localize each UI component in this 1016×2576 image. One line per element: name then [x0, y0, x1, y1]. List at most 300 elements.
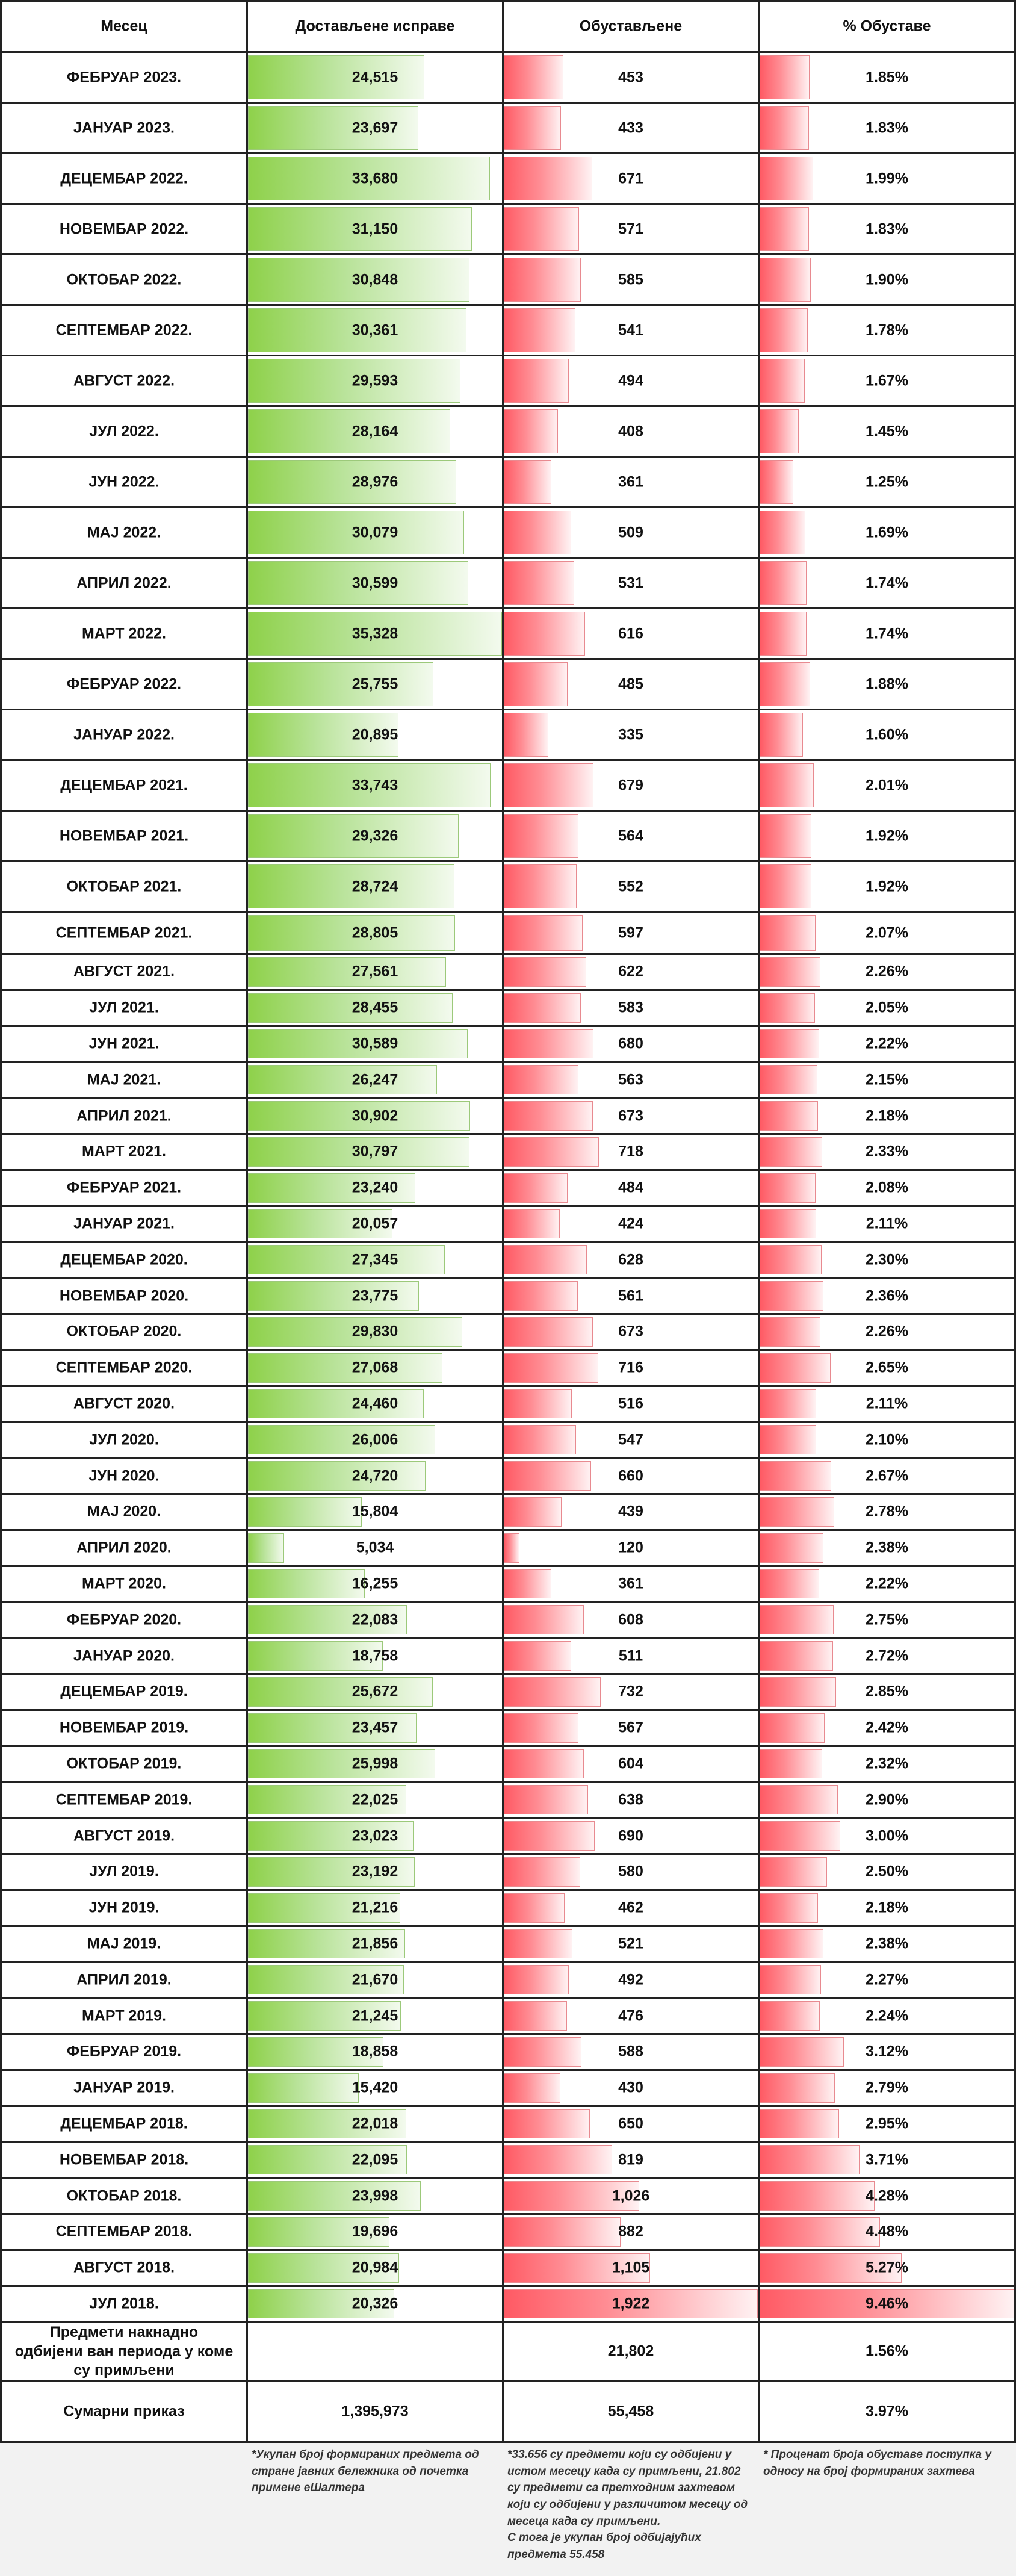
- pct-cell-text: 2.30%: [866, 1251, 908, 1268]
- table-row: [0, 955, 1016, 991]
- table-row: [0, 2179, 1016, 2215]
- suspended-cell: [504, 1351, 760, 1387]
- month-cell-text: ФЕБРУАР 2023.: [66, 68, 182, 85]
- month-cell-text: АПРИЛ 2021.: [76, 1106, 172, 1124]
- pct-cell-text: 2.18%: [866, 1899, 908, 1916]
- pct-cell: [760, 660, 1016, 710]
- suspended-cell-text: 571: [618, 220, 643, 237]
- delivered-cell: [248, 1171, 504, 1207]
- month-cell: [0, 1063, 248, 1099]
- pct-cell-text: 1.85%: [866, 68, 908, 85]
- suspended-cell-text: 453: [618, 68, 643, 85]
- pct-cell: [760, 812, 1016, 862]
- suspended-cell: [504, 1675, 760, 1711]
- pct-cell: [760, 1063, 1016, 1099]
- delivered-cell-text: 25,755: [352, 675, 398, 692]
- month-cell-text: ДЕЦЕМБАР 2020.: [60, 1251, 188, 1268]
- month-cell-text: ЈАНУАР 2019.: [73, 2079, 175, 2096]
- month-cell-text: МАРТ 2019.: [81, 2006, 166, 2024]
- suspended-cell-text: 1,026: [612, 2186, 650, 2204]
- month-cell: [0, 609, 248, 660]
- delivered-cell: [248, 1459, 504, 1495]
- late-rejected-pct: [760, 2323, 1016, 2382]
- delivered-cell: [248, 1639, 504, 1675]
- delivered-cell-text: 25,998: [352, 1755, 398, 1772]
- table-row: [0, 1531, 1016, 1567]
- suspended-cell-text: 335: [618, 725, 643, 743]
- suspended-cell: [504, 955, 760, 991]
- month-cell-text: АВГУСТ 2019.: [73, 1826, 175, 1844]
- table-row: [0, 1171, 1016, 1207]
- pct-cell: [760, 154, 1016, 205]
- pct-cell: [760, 2215, 1016, 2251]
- delivered-cell: [248, 1423, 504, 1459]
- suspended-cell-text: 494: [618, 371, 643, 389]
- delivered-cell: [248, 2107, 504, 2143]
- delivered-cell: [248, 1819, 504, 1855]
- month-cell: [0, 991, 248, 1027]
- delivered-cell: [248, 2287, 504, 2323]
- suspended-cell: [504, 1423, 760, 1459]
- pct-cell: [760, 1387, 1016, 1423]
- month-cell-text: МАРТ 2020.: [81, 1575, 166, 1592]
- suspended-cell: [504, 1279, 760, 1315]
- pct-cell: [760, 1639, 1016, 1675]
- suspended-cell-text: 583: [618, 999, 643, 1016]
- suspended-cell-text: 511: [618, 1646, 643, 1664]
- late-rejected-suspended-text: 21,802: [607, 2342, 654, 2360]
- table-row: [0, 1603, 1016, 1639]
- month-cell-text: ЈУН 2019.: [88, 1899, 160, 1916]
- pct-cell: [760, 955, 1016, 991]
- column-header: [504, 0, 760, 53]
- month-cell: [0, 812, 248, 862]
- month-cell-text: ДЕЦЕМБАР 2022.: [60, 169, 188, 187]
- suspended-cell: [504, 609, 760, 660]
- delivered-cell: [248, 53, 504, 104]
- pct-cell: [760, 913, 1016, 955]
- table-row: [0, 1243, 1016, 1279]
- delivered-cell-text: 26,247: [352, 1071, 398, 1088]
- suspended-cell-text: 580: [618, 1863, 643, 1880]
- pct-cell-text: 2.50%: [866, 1863, 908, 1880]
- pct-cell-text: 2.65%: [866, 1359, 908, 1376]
- suspended-cell: [504, 2143, 760, 2179]
- delivered-cell-text: 28,976: [352, 473, 398, 490]
- delivered-cell: [248, 609, 504, 660]
- table-row: [0, 1279, 1016, 1315]
- table-row: [0, 1135, 1016, 1171]
- pct-cell-text: 2.33%: [866, 1143, 908, 1160]
- suspended-cell: [504, 1567, 760, 1603]
- delivered-cell: [248, 356, 504, 407]
- month-cell-text: АПРИЛ 2020.: [76, 1539, 172, 1556]
- month-cell: [0, 2035, 248, 2071]
- suspended-cell: [504, 53, 760, 104]
- column-header: [248, 0, 504, 53]
- pct-cell: [760, 255, 1016, 306]
- suspended-cell: [504, 1711, 760, 1747]
- month-cell: [0, 1315, 248, 1351]
- suspended-cell: [504, 2179, 760, 2215]
- month-cell: [0, 1387, 248, 1423]
- header-row: [0, 0, 1016, 53]
- month-cell: [0, 1891, 248, 1927]
- delivered-cell: [248, 458, 504, 508]
- month-cell: [0, 1567, 248, 1603]
- delivered-cell: [248, 2143, 504, 2179]
- suspended-cell: [504, 2251, 760, 2287]
- suspended-cell-text: 732: [618, 1683, 643, 1700]
- suspended-cell: [504, 104, 760, 154]
- pct-cell: [760, 710, 1016, 761]
- suspended-cell-text: 604: [618, 1755, 643, 1772]
- month-cell-text: НОВЕМБАР 2021.: [59, 827, 189, 844]
- delivered-cell-text: 21,216: [352, 1899, 398, 1916]
- table-row: [0, 1567, 1016, 1603]
- table-row: [0, 458, 1016, 508]
- suspended-cell-text: 650: [618, 2115, 643, 2132]
- delivered-cell: [248, 862, 504, 913]
- suspended-cell-text: 680: [618, 1035, 643, 1052]
- pct-cell-text: 1.74%: [866, 624, 908, 642]
- table-row: [0, 1063, 1016, 1099]
- delivered-cell-text: 30,599: [352, 574, 398, 591]
- pct-cell: [760, 1855, 1016, 1891]
- suspended-cell: [504, 2071, 760, 2107]
- delivered-cell: [248, 1315, 504, 1351]
- month-cell-text: МАЈ 2021.: [87, 1071, 161, 1088]
- suspended-cell-text: 361: [618, 473, 643, 490]
- footnotes: [0, 2447, 1016, 2576]
- pct-cell-text: 2.85%: [866, 1683, 908, 1700]
- pct-cell-text: 1.74%: [866, 574, 908, 591]
- suspended-cell: [504, 812, 760, 862]
- suspended-cell: [504, 356, 760, 407]
- delivered-cell: [248, 761, 504, 812]
- suspended-cell-text: 588: [618, 2043, 643, 2060]
- suspended-cell-text: 531: [618, 574, 643, 591]
- pct-cell-text: 2.32%: [866, 1755, 908, 1772]
- table-row: [0, 205, 1016, 255]
- pct-cell-text: 2.15%: [866, 1071, 908, 1088]
- pct-cell-text: 1.90%: [866, 270, 908, 288]
- month-cell: [0, 154, 248, 205]
- suspended-cell-text: 567: [618, 1719, 643, 1736]
- month-cell: [0, 2107, 248, 2143]
- month-cell-text: ДЕЦЕМБАР 2019.: [60, 1683, 188, 1700]
- delivered-cell-text: 5,034: [356, 1539, 394, 1556]
- delivered-cell: [248, 1855, 504, 1891]
- table-row: [0, 710, 1016, 761]
- summary-pct: [760, 2382, 1016, 2443]
- suspended-cell: [504, 458, 760, 508]
- suspended-cell: [504, 1531, 760, 1567]
- suspended-cell: [504, 1963, 760, 1999]
- column-header-text: Достављене исправе: [295, 17, 455, 35]
- delivered-cell: [248, 104, 504, 154]
- pct-cell-text: 1.25%: [866, 473, 908, 490]
- suspended-cell-text: 408: [618, 422, 643, 439]
- pct-cell-text: 1.67%: [866, 371, 908, 389]
- delivered-cell: [248, 913, 504, 955]
- suspended-cell-text: 439: [618, 1503, 643, 1520]
- suspended-cell: [504, 1243, 760, 1279]
- suspended-cell: [504, 559, 760, 609]
- month-cell-text: ЈАНУАР 2022.: [73, 725, 175, 743]
- late-rejected-label: [0, 2323, 248, 2382]
- table-row: [0, 1315, 1016, 1351]
- delivered-cell-text: 15,420: [352, 2079, 398, 2096]
- delivered-cell-text: 29,326: [352, 827, 398, 844]
- delivered-cell: [248, 407, 504, 458]
- delivered-cell: [248, 2215, 504, 2251]
- table-row: [0, 1819, 1016, 1855]
- delivered-cell: [248, 2071, 504, 2107]
- delivered-cell: [248, 1135, 504, 1171]
- table-row: [0, 991, 1016, 1027]
- pct-cell: [760, 356, 1016, 407]
- suspended-cell-text: 597: [618, 923, 643, 941]
- pct-cell-text: 9.46%: [866, 2295, 908, 2312]
- month-cell: [0, 1783, 248, 1819]
- summary-row: [0, 2382, 1016, 2443]
- column-header: [760, 0, 1016, 53]
- month-cell: [0, 1747, 248, 1783]
- month-cell-text: АВГУСТ 2021.: [73, 963, 175, 980]
- pct-cell: [760, 104, 1016, 154]
- late-rejected-label-text: Предмети накнадно одбијени ван периода у коме су примљени: [14, 2324, 234, 2379]
- month-cell: [0, 2143, 248, 2179]
- table-row: [0, 1963, 1016, 1999]
- delivered-cell-text: 30,797: [352, 1143, 398, 1160]
- delivered-cell-text: 23,775: [352, 1286, 398, 1304]
- suspended-cell-text: 462: [618, 1899, 643, 1916]
- pct-cell: [760, 2107, 1016, 2143]
- table-row: [0, 306, 1016, 356]
- suspended-cell-text: 628: [618, 1251, 643, 1268]
- pct-cell: [760, 1711, 1016, 1747]
- delivered-cell: [248, 1747, 504, 1783]
- month-cell-text: НОВЕМБАР 2020.: [59, 1286, 189, 1304]
- delivered-cell: [248, 1351, 504, 1387]
- delivered-cell-text: 28,805: [352, 923, 398, 941]
- suspended-cell-text: 424: [618, 1215, 643, 1232]
- delivered-cell-text: 21,245: [352, 2006, 398, 2024]
- pct-cell: [760, 1747, 1016, 1783]
- month-cell: [0, 104, 248, 154]
- table-row: [0, 1387, 1016, 1423]
- pct-cell: [760, 1423, 1016, 1459]
- suspended-cell-text: 492: [618, 1971, 643, 1988]
- delivered-cell-text: 24,460: [352, 1395, 398, 1412]
- table-row: [0, 2287, 1016, 2323]
- table-row: [0, 2107, 1016, 2143]
- pct-cell: [760, 1135, 1016, 1171]
- pct-cell-text: 2.07%: [866, 923, 908, 941]
- pct-cell: [760, 1999, 1016, 2035]
- pct-cell: [760, 862, 1016, 913]
- table-row: [0, 1783, 1016, 1819]
- delivered-cell: [248, 812, 504, 862]
- column-header-text: Обустављене: [579, 17, 683, 35]
- suspended-cell: [504, 1999, 760, 2035]
- month-cell-text: НОВЕМБАР 2019.: [59, 1719, 189, 1736]
- month-cell-text: ДЕЦЕМБАР 2018.: [60, 2115, 188, 2132]
- pct-cell-text: 2.38%: [866, 1539, 908, 1556]
- pct-cell-text: 2.11%: [866, 1215, 908, 1232]
- table-row: [0, 1891, 1016, 1927]
- pct-cell-text: 1.88%: [866, 675, 908, 692]
- delivered-cell: [248, 710, 504, 761]
- delivered-cell: [248, 205, 504, 255]
- month-cell-text: МАЈ 2019.: [87, 1935, 161, 1952]
- month-cell: [0, 710, 248, 761]
- month-cell: [0, 1927, 248, 1963]
- pct-cell-text: 4.28%: [866, 2186, 908, 2204]
- month-cell-text: АВГУСТ 2020.: [73, 1395, 175, 1412]
- late-rejected-delivered: [248, 2323, 504, 2382]
- delivered-cell: [248, 955, 504, 991]
- month-cell-text: ЈУЛ 2020.: [89, 1431, 159, 1448]
- suspended-cell-text: 509: [618, 523, 643, 541]
- suspended-cell: [504, 1891, 760, 1927]
- month-cell: [0, 356, 248, 407]
- month-cell: [0, 1495, 248, 1531]
- month-cell: [0, 53, 248, 104]
- delivered-cell: [248, 1027, 504, 1063]
- month-cell: [0, 1279, 248, 1315]
- delivered-cell-text: 30,361: [352, 321, 398, 338]
- month-cell: [0, 1711, 248, 1747]
- delivered-cell: [248, 1495, 504, 1531]
- month-cell-text: ЈУЛ 2021.: [89, 999, 159, 1016]
- delivered-cell: [248, 154, 504, 205]
- month-cell: [0, 255, 248, 306]
- summary-pct-text: 3.97%: [866, 2403, 908, 2420]
- delivered-cell-text: 20,984: [352, 2259, 398, 2276]
- delivered-cell-text: 28,724: [352, 877, 398, 895]
- suspended-cell-text: 120: [618, 1539, 643, 1556]
- pct-cell-text: 2.26%: [866, 963, 908, 980]
- pct-cell: [760, 407, 1016, 458]
- month-cell: [0, 1639, 248, 1675]
- pct-cell-text: 2.38%: [866, 1935, 908, 1952]
- pct-cell-text: 1.83%: [866, 119, 908, 136]
- delivered-cell-text: 27,068: [352, 1359, 398, 1376]
- suspended-cell: [504, 508, 760, 559]
- footnote-percentage: * Проценат броја обуставе поступка у односу на број формираних захтева: [763, 2448, 991, 2478]
- pct-cell-text: 1.78%: [866, 321, 908, 338]
- month-cell-text: ЈАНУАР 2021.: [73, 1215, 175, 1232]
- suspended-cell: [504, 991, 760, 1027]
- table-row: [0, 2071, 1016, 2107]
- table-row: [0, 1099, 1016, 1135]
- suspended-cell: [504, 1135, 760, 1171]
- month-cell: [0, 205, 248, 255]
- delivered-cell: [248, 1531, 504, 1567]
- suspended-cell-text: 622: [618, 963, 643, 980]
- month-cell: [0, 1243, 248, 1279]
- pct-cell: [760, 1099, 1016, 1135]
- suspended-cell: [504, 1927, 760, 1963]
- pct-cell: [760, 1819, 1016, 1855]
- delivered-cell-text: 21,670: [352, 1971, 398, 1988]
- delivered-cell: [248, 1207, 504, 1243]
- month-cell: [0, 1963, 248, 1999]
- table-row: [0, 1459, 1016, 1495]
- delivered-cell-text: 22,025: [352, 1791, 398, 1808]
- month-cell-text: МАРТ 2021.: [81, 1143, 166, 1160]
- summary-suspended-text: 55,458: [607, 2403, 654, 2420]
- suspended-cell-text: 608: [618, 1611, 643, 1628]
- pct-cell: [760, 1927, 1016, 1963]
- summary-label: [0, 2382, 248, 2443]
- pct-cell-text: 2.42%: [866, 1719, 908, 1736]
- month-cell-text: СЕПТЕМБАР 2021.: [55, 923, 193, 941]
- table-row: [0, 1999, 1016, 2035]
- month-cell: [0, 306, 248, 356]
- pct-cell: [760, 1027, 1016, 1063]
- delivered-cell-text: 23,998: [352, 2186, 398, 2204]
- suspended-cell: [504, 306, 760, 356]
- pct-cell-text: 2.79%: [866, 2079, 908, 2096]
- month-cell: [0, 2215, 248, 2251]
- suspended-cell-text: 673: [618, 1323, 643, 1340]
- table-row: [0, 2035, 1016, 2071]
- pct-cell-text: 2.75%: [866, 1611, 908, 1628]
- suspended-cell-text: 673: [618, 1106, 643, 1124]
- delivered-cell: [248, 991, 504, 1027]
- pct-cell-text: 1.92%: [866, 877, 908, 895]
- pct-cell: [760, 1675, 1016, 1711]
- suspended-cell-text: 547: [618, 1431, 643, 1448]
- delivered-cell-text: 25,672: [352, 1683, 398, 1700]
- month-cell: [0, 1675, 248, 1711]
- delivered-cell-text: 30,848: [352, 270, 398, 288]
- suspended-cell: [504, 154, 760, 205]
- suspended-cell-text: 516: [618, 1395, 643, 1412]
- month-cell: [0, 458, 248, 508]
- suspended-cell-text: 638: [618, 1791, 643, 1808]
- month-cell-text: АВГУСТ 2022.: [73, 371, 175, 389]
- suspended-cell: [504, 1783, 760, 1819]
- month-cell-text: ЈУН 2022.: [88, 473, 160, 490]
- pct-cell: [760, 1963, 1016, 1999]
- summary-label-text: Сумарни приказ: [63, 2403, 185, 2420]
- pct-cell-text: 2.01%: [866, 776, 908, 793]
- delivered-cell-text: 18,758: [352, 1646, 398, 1664]
- suspended-cell-text: 718: [618, 1143, 643, 1160]
- suspended-cell: [504, 1603, 760, 1639]
- delivered-cell: [248, 1711, 504, 1747]
- delivered-cell: [248, 1099, 504, 1135]
- suspended-cell-text: 1,922: [612, 2295, 650, 2312]
- delivered-cell-text: 24,720: [352, 1466, 398, 1484]
- pct-cell-text: 2.05%: [866, 999, 908, 1016]
- suspended-cell-text: 433: [618, 119, 643, 136]
- delivered-cell-text: 23,192: [352, 1863, 398, 1880]
- table-row: [0, 1675, 1016, 1711]
- suspended-cell-text: 563: [618, 1071, 643, 1088]
- delivered-cell: [248, 1963, 504, 1999]
- summary-delivered-text: 1,395,973: [341, 2403, 409, 2420]
- table-row: [0, 812, 1016, 862]
- month-cell: [0, 508, 248, 559]
- delivered-cell-text: 15,804: [352, 1503, 398, 1520]
- pct-cell: [760, 2143, 1016, 2179]
- month-cell-text: СЕПТЕМБАР 2022.: [55, 321, 193, 338]
